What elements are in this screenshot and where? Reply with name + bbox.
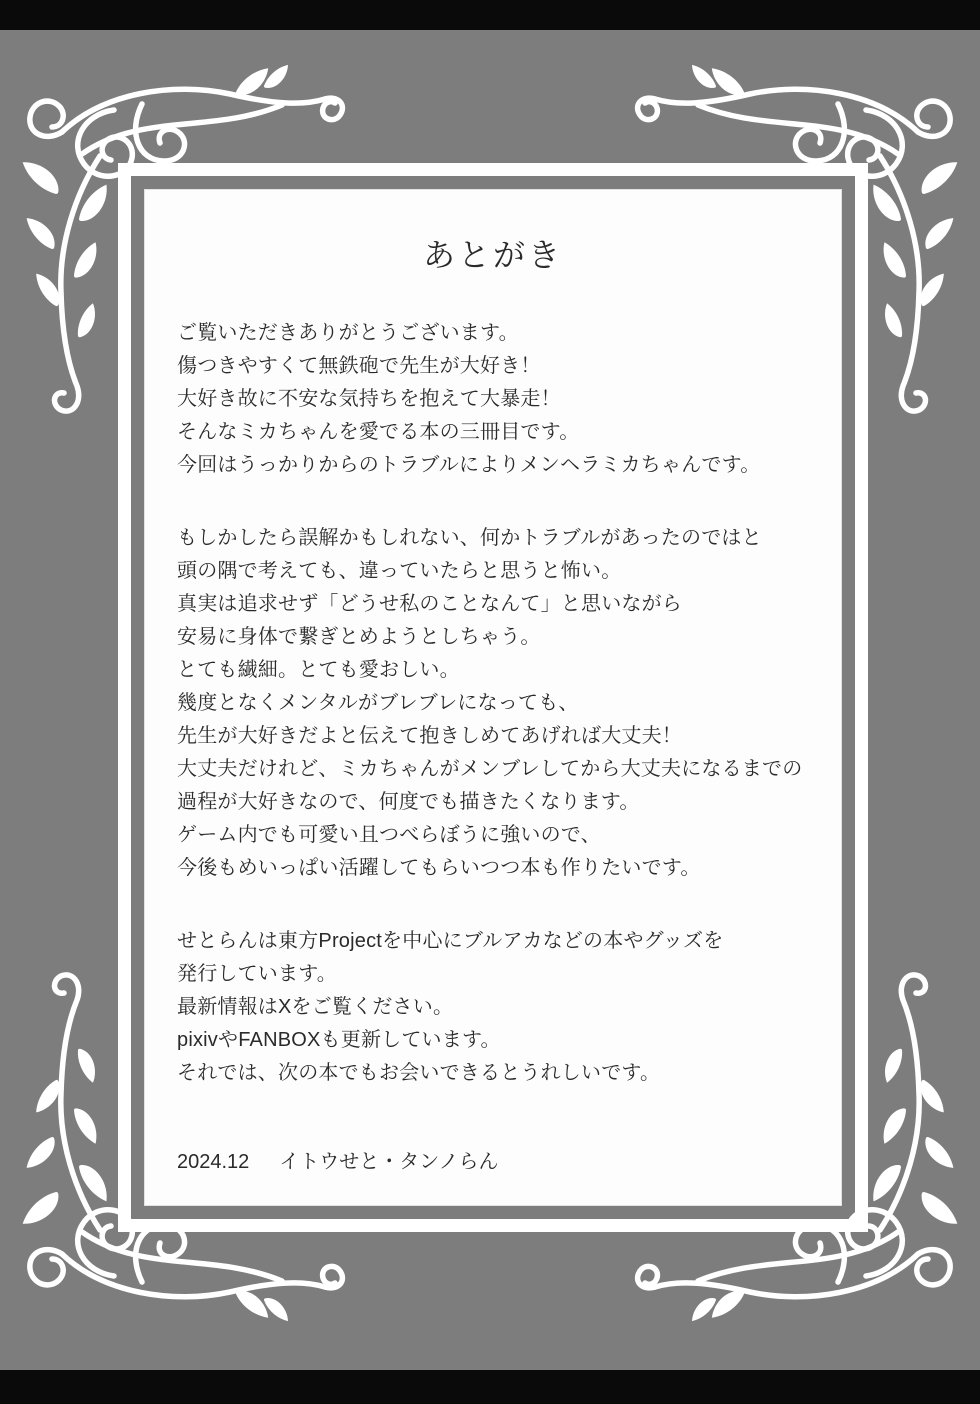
- afterword-body: [144, 317, 842, 1090]
- text-line: 幾度となくメンタルがブレブレになっても、: [177, 692, 579, 714]
- paragraph: [177, 925, 809, 1090]
- text-line: とても繊細。とても愛おしい。: [177, 659, 460, 681]
- paragraph: [177, 317, 809, 482]
- text-line: 頭の隅で考えても、違っていたらと思うと怖い。: [177, 560, 622, 582]
- text-line: せとらんは東方Projectを中心にブルアカなどの本やグッズを: [177, 930, 724, 952]
- text-line: ご覧いただきありがとうございます。: [177, 322, 519, 344]
- text-line: 安易に身体で繋ぎとめようとしちゃう。: [177, 626, 541, 648]
- paragraph: [177, 522, 809, 885]
- signature-line: [144, 1146, 842, 1179]
- text-line: もしかしたら誤解かもしれない、何かトラブルがあったのではと: [177, 527, 762, 549]
- page-title: あとがき: [422, 237, 563, 273]
- afterword-panel: [144, 189, 842, 1206]
- text-line: それでは、次の本でもお会いできるとうれしいです。: [177, 1062, 661, 1084]
- text-line: 真実は追求せず「どうせ私のことなんて」と思いながら: [177, 593, 682, 615]
- text-line: 先生が大好きだよと伝えて抱きしめてあげれば大丈夫！: [177, 725, 682, 747]
- text-line: 大丈夫だけれど、ミカちゃんがメンブレしてから大丈夫になるまでの: [177, 758, 803, 780]
- page-frame: [118, 163, 868, 1232]
- text-line: 発行しています。: [177, 963, 337, 985]
- bottom-black-bar: [0, 1370, 980, 1404]
- top-black-bar: [0, 0, 980, 30]
- text-line: そんなミカちゃんを愛でる本の三冊目です。: [177, 421, 580, 443]
- text-line: 傷つきやすくて無鉄砲で先生が大好き！: [177, 355, 541, 377]
- text-line: 最新情報はXをご覧ください。: [177, 996, 454, 1018]
- text-line: 大好き故に不安な気持ちを抱えて大暴走！: [177, 388, 561, 410]
- text-line: 今回はうっかりからのトラブルによりメンヘラミカちゃんです。: [177, 454, 761, 476]
- signature-authors: イトウせと・タンノらん: [279, 1151, 499, 1173]
- text-line: 過程が大好きなので、何度でも描きたくなります。: [177, 791, 640, 813]
- text-line: 今後もめいっぱい活躍してもらいつつ本も作りたいです。: [177, 857, 701, 879]
- text-line: pixivやFANBOXも更新しています。: [177, 1029, 501, 1051]
- signature-date: 2024.12: [177, 1151, 250, 1173]
- text-line: ゲーム内でも可愛い且つべらぼうに強いので、: [177, 824, 601, 846]
